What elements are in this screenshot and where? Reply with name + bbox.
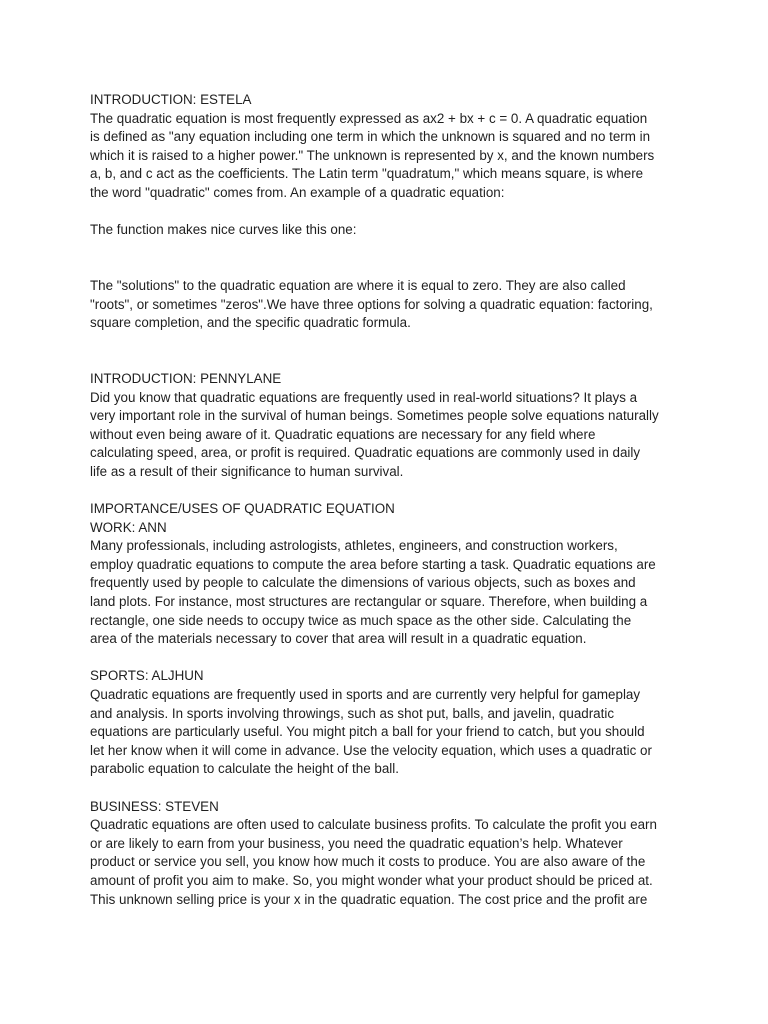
section-heading-work: WORK: ANN: [90, 519, 167, 535]
section-heading-sports: SPORTS: ALJHUN: [90, 668, 204, 684]
section-heading-pennylane: INTRODUCTION: PENNYLANE: [90, 370, 282, 386]
paragraph-estela-curves: The function makes nice curves like this one:: [90, 222, 357, 238]
section-heading-importance: IMPORTANCE/USES OF QUADRATIC EQUATION: [90, 501, 395, 517]
paragraph-estela-solutions: The "solutions" to the quadratic equation are where it is equal to zero. They are also called "roots", or sometimes "zeros".We have three options for solving a quadratic equation: factoring, square completion, and the specific quadratic formula.: [90, 277, 653, 331]
paragraph-business: Quadratic equations are often used to calculate business profits. To calculate the profit you earn or are likely to earn from your business, you need the quadratic equation’s help. Whatever product or service you sell, you know how much it costs to produce. You are also aware of the amount of profit you aim to make. So, you might wonder what your product should be priced at. This unknown selling price is your x in the quadratic equation. The cost price and the profit are: [90, 817, 657, 907]
section-heading-business: BUSINESS: STEVEN: [90, 798, 219, 814]
section-heading-estela: INTRODUCTION: ESTELA: [90, 92, 252, 107]
paragraph-estela-definition: The quadratic equation is most frequently expressed as ax2 + bx + c = 0. A quadratic equation is defined as "any equation including one term in which the unknown is squared and no term in which it is raised to a higher power." The unknown is represented by x, and the known numbers a, b, and c act as the coefficients. The Latin term "quadratum," which means square, is where the word "quadratic" comes from. An example of a quadratic equation:: [90, 110, 655, 200]
document-body: [90, 91, 680, 909]
paragraph-work: Many professionals, including astrologists, athletes, engineers, and construction workers, employ quadratic equations to compute the area before starting a task. Quadratic equations are frequently used by people to calculate the dimensions of various objects, such as boxes and land plots. For instance, most structures are rectangular or square. Therefore, when building a rectangle, one side needs to occupy twice as much space as the other side. Calculating the area of the materials necessary to cover that area will result in a quadratic equation.: [90, 538, 656, 647]
paragraph-pennylane: Did you know that quadratic equations are frequently used in real-world situations? It plays a very important role in the survival of human beings. Sometimes people solve equations naturally without even being aware of it. Quadratic equations are necessary for any field where calculating speed, area, or profit is required. Quadratic equations are commonly used in daily life as a result of their significance to human survival.: [90, 389, 659, 479]
paragraph-sports: Quadratic equations are frequently used in sports and are currently very helpful for gameplay and analysis. In sports involving throwings, such as shot put, balls, and javelin, quadratic equations are particularly useful. You might pitch a ball for your friend to catch, but you should let her know when it will come in advance. Use the velocity equation, which uses a quadratic or parabolic equation to calculate the height of the ball.: [90, 687, 652, 777]
